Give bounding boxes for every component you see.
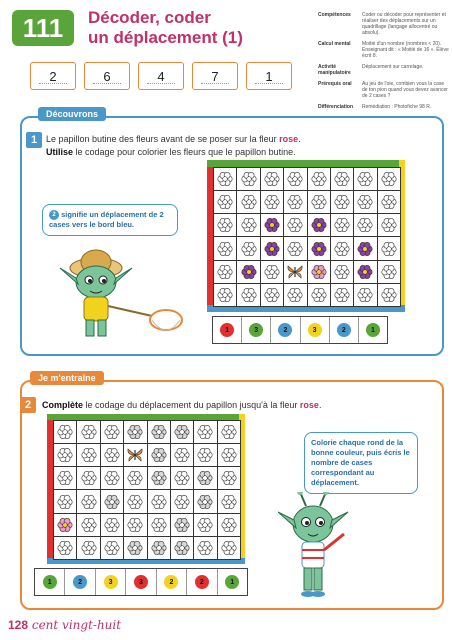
flower-icon [237, 237, 259, 259]
flower-icon [101, 514, 123, 536]
code-dot-yellow[interactable]: 2 [164, 575, 178, 589]
exercise-number-1: 1 [26, 132, 42, 148]
flower-icon [261, 284, 283, 306]
flower-icon [354, 284, 376, 306]
hint-dot-icon: 2 [49, 210, 59, 220]
grid1-border-green [207, 160, 405, 167]
flower-grey-icon [124, 537, 146, 559]
hint-text-1: signifie un déplacement de 2 cases vers le bord bleu. [49, 210, 164, 230]
flower-icon [194, 537, 216, 559]
flower-icon [101, 444, 123, 466]
ex1-instr-b: le codage pour colorier les fleurs que le papillon butine. [75, 147, 296, 157]
flower-icon [214, 214, 236, 236]
flower-icon [101, 537, 123, 559]
flower-grey-icon [148, 444, 170, 466]
flower-icon [261, 168, 283, 190]
flower-icon [331, 237, 353, 259]
flower-purple-icon [261, 237, 283, 259]
code-slot[interactable] [35, 569, 65, 595]
flower-grid-1 [213, 167, 401, 307]
teacher-note-row [318, 64, 450, 76]
teacher-note-value: Coder ou décoder pour représenter et réaliser des déplacements sur un quadrillage (langage allocentré ou absolu). [362, 12, 446, 36]
flower-icon [54, 421, 76, 443]
flower-icon [284, 214, 306, 236]
answer-box[interactable]: 1 [246, 62, 292, 90]
flower-icon [101, 467, 123, 489]
flower-icon [378, 191, 400, 213]
code-dot-red[interactable]: 1 [220, 323, 234, 337]
code-slot[interactable] [330, 317, 359, 343]
code-dot-yellow[interactable]: 3 [308, 323, 322, 337]
code-dot-green[interactable]: 3 [249, 323, 263, 337]
flower-grey-icon [194, 490, 216, 512]
code-slot[interactable] [213, 317, 242, 343]
flower-icon [214, 191, 236, 213]
teacher-note-row [318, 104, 450, 110]
flower-icon [54, 537, 76, 559]
flower-purple-icon [308, 237, 330, 259]
flower-purple-icon [308, 214, 330, 236]
flower-icon [77, 490, 99, 512]
flower-grey-icon [171, 537, 193, 559]
flower-icon [218, 421, 240, 443]
flower-icon [54, 490, 76, 512]
flower-icon [378, 237, 400, 259]
flower-icon [331, 191, 353, 213]
flower-icon [237, 284, 259, 306]
flower-grey-icon [194, 467, 216, 489]
code-strip-1 [212, 316, 388, 344]
flower-grey-icon [148, 537, 170, 559]
flower-icon [194, 444, 216, 466]
flower-icon [284, 237, 306, 259]
flower-icon [237, 168, 259, 190]
lesson-number: 111 [12, 10, 74, 46]
code-dot-blue[interactable]: 2 [73, 575, 87, 589]
section-tag-decouvrons: Découvrons [38, 107, 106, 121]
flower-icon [148, 514, 170, 536]
section-tag-je-mentraine: Je m'entraîne [30, 371, 104, 385]
flower-icon [378, 284, 400, 306]
code-slot[interactable] [96, 569, 126, 595]
teacher-notes [318, 12, 450, 115]
teacher-note-value: Moitié d'un nombre (nombres < 20). Enseignant dit : « Moitié de 16 ». Élève écrit 8. [362, 41, 449, 59]
code-slot[interactable] [126, 569, 156, 595]
flower-icon [354, 191, 376, 213]
code-dot-blue[interactable]: 2 [278, 323, 292, 337]
code-slot[interactable] [271, 317, 300, 343]
flower-icon [54, 444, 76, 466]
teacher-note-value: Au jeu de l'oie, combien vous la case de ton pion quand vous devez avancer de 2 cases ? [362, 81, 448, 99]
code-slot[interactable] [157, 569, 187, 595]
flower-grey-icon [171, 421, 193, 443]
flower-purple-icon [237, 261, 259, 283]
flower-icon [171, 467, 193, 489]
flower-purple-icon [354, 237, 376, 259]
flower-icon [378, 261, 400, 283]
code-dot-green[interactable]: 1 [366, 323, 380, 337]
teacher-note-key: Différenciation [318, 104, 354, 110]
teacher-note-row [318, 12, 450, 36]
flower-icon [77, 514, 99, 536]
page-number: 128 [8, 618, 29, 632]
ex1-instr-dot: . [298, 134, 301, 144]
ex1-instr-rose: rose [279, 134, 299, 144]
ex1-instr-a: Le papillon butine des fleurs avant de se poser sur la fleur [46, 134, 277, 144]
flower-icon [308, 284, 330, 306]
page-title [88, 8, 308, 48]
code-slot[interactable] [242, 317, 271, 343]
flower-icon [124, 467, 146, 489]
flower-icon [331, 168, 353, 190]
flower-icon [171, 490, 193, 512]
flower-icon [308, 168, 330, 190]
flower-icon [378, 168, 400, 190]
hint-bubble-1 [42, 204, 178, 236]
teacher-note-key: Prérequis oral [318, 81, 352, 87]
code-dot-red[interactable]: 2 [195, 575, 209, 589]
answer-box[interactable]: 2 [30, 62, 76, 90]
flower-grey-icon [148, 467, 170, 489]
flower-purple-icon [261, 214, 283, 236]
flower-icon [331, 261, 353, 283]
flower-icon [124, 490, 146, 512]
teacher-note-row [318, 81, 450, 99]
exercise-number-2: 2 [20, 397, 36, 413]
code-dot-green[interactable]: 1 [43, 575, 57, 589]
flower-icon [194, 514, 216, 536]
ex2-instr-dot: . [318, 400, 322, 410]
butterfly-icon [284, 261, 306, 283]
teacher-note-value: Déplacement sur carrelage. [362, 64, 424, 70]
teacher-note-key: Compétences [318, 12, 351, 18]
flower-icon [171, 444, 193, 466]
code-slot[interactable] [218, 569, 247, 595]
flower-icon [214, 168, 236, 190]
code-dot-blue[interactable]: 2 [337, 323, 351, 337]
flower-icon [354, 214, 376, 236]
flower-icon [308, 191, 330, 213]
flower-icon [124, 514, 146, 536]
flower-icon [331, 284, 353, 306]
teacher-note-key: Calcul mental [318, 41, 351, 47]
flower-icon [54, 467, 76, 489]
code-slot[interactable] [301, 317, 330, 343]
flower-purple-icon [354, 261, 376, 283]
butterfly-icon [124, 444, 146, 466]
flower-icon [194, 421, 216, 443]
flower-icon [261, 191, 283, 213]
answer-box[interactable]: 4 [138, 62, 184, 90]
flower-icon [77, 421, 99, 443]
flower-icon [218, 467, 240, 489]
flower-icon [218, 490, 240, 512]
flower-icon [218, 444, 240, 466]
flower-icon [214, 237, 236, 259]
exercise-2-instructions [42, 399, 432, 412]
flower-icon [218, 537, 240, 559]
ex2-instr-verb: Complète [42, 400, 84, 410]
flower-icon [284, 168, 306, 190]
flower-icon [378, 214, 400, 236]
code-slot[interactable] [187, 569, 217, 595]
flower-icon [77, 444, 99, 466]
code-slot[interactable] [359, 317, 387, 343]
flower-icon [354, 168, 376, 190]
flower-grey-icon [124, 421, 146, 443]
hint-bubble-2: Colorie chaque rond de la bonne couleur, puis écris le nombre de cases correspondant au déplacement. [304, 432, 418, 494]
flower-icon [77, 537, 99, 559]
alien-with-net-illustration [58, 240, 188, 344]
ex2-instr: le codage du déplacement du papillon jusqu'à la fleur [85, 400, 298, 410]
flower-icon [284, 191, 306, 213]
alien-with-pencil-illustration [278, 492, 368, 604]
flower-grid-2 [53, 420, 241, 560]
flower-icon [237, 214, 259, 236]
code-dot-green[interactable]: 1 [225, 575, 239, 589]
exercise-1-instructions [46, 133, 436, 159]
teacher-note-key: Activité manipulatoire [318, 64, 351, 76]
answer-box[interactable]: 7 [192, 62, 238, 90]
code-strip-2 [34, 568, 248, 596]
flower-icon [77, 467, 99, 489]
flower-grey-icon [171, 514, 193, 536]
flower-icon [214, 261, 236, 283]
ex1-instr-verb: Utilise [46, 147, 74, 157]
flower-icon [237, 191, 259, 213]
title-line-2: un déplacement (1) [88, 28, 243, 47]
flower-icon [214, 284, 236, 306]
flower-icon [101, 421, 123, 443]
code-dot-red[interactable]: 3 [134, 575, 148, 589]
teacher-note-value: Remédiation : Photofiche 98 R. [362, 104, 432, 110]
flower-grey-icon [101, 490, 123, 512]
flower-rose-icon [54, 514, 76, 536]
title-line-1: Décoder, coder [88, 8, 211, 27]
flower-icon [148, 490, 170, 512]
code-dot-yellow[interactable]: 3 [104, 575, 118, 589]
ex2-instr-rose: rose [299, 400, 319, 410]
flower-icon [261, 261, 283, 283]
flower-icon [284, 284, 306, 306]
flower-icon [218, 514, 240, 536]
page-number-words: cent vingt-huit [31, 618, 122, 632]
flower-rose-icon [308, 261, 330, 283]
flower-icon [331, 214, 353, 236]
flower-grey-icon [148, 421, 170, 443]
teacher-note-row [318, 41, 450, 59]
code-slot[interactable] [65, 569, 95, 595]
answer-box[interactable]: 6 [84, 62, 130, 90]
page-footer [8, 618, 121, 632]
